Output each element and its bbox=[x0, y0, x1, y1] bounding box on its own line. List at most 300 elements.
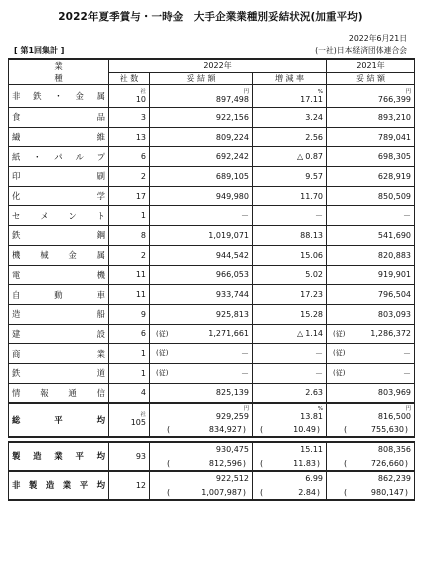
table-row bbox=[9, 324, 415, 344]
prev-amount-cell bbox=[327, 324, 415, 344]
count-cell bbox=[109, 206, 150, 226]
summary-rate-value: 13.81 bbox=[300, 411, 324, 421]
amount-value bbox=[153, 290, 249, 299]
prev-text: 789,041 bbox=[377, 132, 412, 142]
summary-row bbox=[9, 442, 415, 457]
amount-text: 949,980 bbox=[215, 191, 249, 201]
industry-cell: 商業 bbox=[9, 344, 109, 364]
paren-open: ( bbox=[260, 487, 264, 497]
rate-value bbox=[256, 113, 323, 122]
rate-text: 2.63 bbox=[305, 388, 324, 398]
prev-text: 1,286,372 bbox=[370, 329, 412, 339]
prev-value bbox=[330, 113, 411, 122]
rate-text: － bbox=[315, 349, 324, 359]
industry-cell: 化学 bbox=[9, 186, 109, 206]
summary-label-cell: 非製造業平均 bbox=[9, 471, 109, 500]
prev-amount-cell bbox=[327, 226, 415, 246]
rate-text: 17.11 bbox=[300, 94, 324, 104]
table-row bbox=[9, 85, 415, 108]
amount-text: 966,053 bbox=[215, 270, 249, 280]
table-row bbox=[9, 245, 415, 265]
prev-amount-cell bbox=[327, 206, 415, 226]
count-value: 17 bbox=[135, 191, 146, 201]
rate-value bbox=[256, 388, 323, 397]
amount-value bbox=[153, 210, 249, 221]
amount-text: － bbox=[241, 211, 249, 221]
prev-value bbox=[330, 329, 411, 338]
amount-value bbox=[153, 172, 249, 181]
paren-close: ) bbox=[242, 424, 246, 434]
summary-amount-paren-cell bbox=[150, 423, 253, 437]
summary-prev-paren-cell bbox=[327, 423, 415, 437]
document-title: 2022年夏季賞与・一時金 大手企業業種別妥結状況(加重平均) bbox=[58, 11, 363, 23]
prev-amount-cell bbox=[327, 363, 415, 383]
rate-cell bbox=[253, 147, 327, 167]
count-value: 6 bbox=[140, 329, 146, 339]
paren-text: 755,630 bbox=[370, 424, 405, 434]
summary-rate-paren-cell bbox=[253, 457, 327, 471]
industry-cell: 機械金属 bbox=[9, 245, 109, 265]
rate-text: 15.28 bbox=[300, 309, 324, 319]
paren-value bbox=[153, 459, 249, 468]
paren-value bbox=[330, 488, 411, 497]
industry-cell: 非鉄・金属 bbox=[9, 85, 109, 108]
rate-text: 1.14 bbox=[305, 329, 324, 339]
table-row bbox=[9, 186, 415, 206]
note-label: (従) bbox=[156, 349, 169, 358]
count-value: 13 bbox=[135, 132, 146, 142]
table-row bbox=[9, 304, 415, 324]
prev-amount-cell bbox=[327, 265, 415, 285]
year-current-header: 2022年 bbox=[109, 59, 327, 72]
count-value: 11 bbox=[135, 270, 146, 280]
paren-open: ( bbox=[260, 458, 264, 468]
prev-value bbox=[330, 348, 411, 359]
table-row bbox=[9, 167, 415, 187]
prev-amount-cell bbox=[327, 383, 415, 403]
summary-amount-cell bbox=[150, 442, 253, 457]
count-value: 9 bbox=[140, 309, 146, 319]
unit-label: 円 bbox=[405, 88, 412, 95]
amount-value bbox=[153, 95, 249, 104]
prev-amount-cell bbox=[327, 108, 415, 128]
summary-prev-cell bbox=[327, 403, 415, 423]
amount-text: 692,242 bbox=[215, 152, 249, 162]
prev-text: 803,969 bbox=[377, 388, 412, 398]
rate-text: 3.24 bbox=[305, 112, 324, 122]
count-cell bbox=[109, 108, 150, 128]
paren-text: 10.49 bbox=[293, 424, 317, 434]
summary-rate-cell bbox=[253, 442, 327, 457]
amount-cell bbox=[150, 108, 253, 128]
prev-text: － bbox=[403, 368, 412, 378]
amount-cell bbox=[150, 85, 253, 108]
summary-amount-cell bbox=[150, 403, 253, 423]
table-row bbox=[9, 147, 415, 167]
industry-header-bottom: 種 bbox=[9, 72, 109, 85]
prev-text: 698,305 bbox=[377, 152, 412, 162]
paren-open: ( bbox=[167, 487, 171, 497]
count-value: 4 bbox=[140, 388, 146, 398]
count-column-header: 社 数 bbox=[109, 72, 150, 85]
paren-close: ) bbox=[242, 487, 246, 497]
prev-value bbox=[330, 251, 411, 260]
paren-open: ( bbox=[167, 424, 171, 434]
rate-value bbox=[256, 210, 323, 221]
prev-amount-cell bbox=[327, 245, 415, 265]
summary-rate-paren-cell bbox=[253, 423, 327, 437]
prev-text: 893,210 bbox=[377, 112, 412, 122]
count-value: 10 bbox=[135, 94, 146, 104]
summary-count-cell bbox=[109, 471, 150, 500]
summary-count-cell bbox=[109, 403, 150, 437]
summary-label-cell: 製造業平均 bbox=[9, 442, 109, 471]
note-label: (従) bbox=[156, 368, 169, 377]
rate-value bbox=[256, 329, 323, 338]
prev-value bbox=[330, 290, 411, 299]
summary-row bbox=[9, 403, 415, 423]
count-cell bbox=[109, 186, 150, 206]
amount-cell bbox=[150, 363, 253, 383]
note-label: (従) bbox=[156, 330, 169, 339]
rate-value bbox=[256, 95, 323, 104]
decrease-mark: △ bbox=[297, 329, 304, 339]
amount-cell bbox=[150, 147, 253, 167]
summary-prev-cell bbox=[327, 471, 415, 486]
table-row bbox=[9, 265, 415, 285]
prev-text: － bbox=[403, 349, 412, 359]
amount-cell bbox=[150, 383, 253, 403]
rate-value bbox=[256, 133, 323, 142]
note-label: (従) bbox=[333, 368, 346, 377]
summary-amount-value: 922,512 bbox=[215, 474, 249, 484]
summary-rate-value: 15.11 bbox=[300, 445, 324, 455]
amount-cell bbox=[150, 127, 253, 147]
summary-amount-paren-cell bbox=[150, 486, 253, 500]
count-cell bbox=[109, 285, 150, 305]
industry-cell: 情報通信 bbox=[9, 383, 109, 403]
rate-text: 5.02 bbox=[305, 270, 324, 280]
paren-value bbox=[256, 459, 323, 468]
table-row bbox=[9, 108, 415, 128]
prev-text: 796,504 bbox=[377, 290, 412, 300]
prev-amount-cell bbox=[327, 304, 415, 324]
paren-close: ) bbox=[316, 458, 321, 468]
amount-value bbox=[153, 388, 249, 397]
rate-text: 15.06 bbox=[300, 250, 324, 260]
rate-text: 0.87 bbox=[305, 152, 324, 162]
amount-value bbox=[153, 310, 249, 319]
count-value: 8 bbox=[140, 230, 146, 240]
industry-cell: 電機 bbox=[9, 265, 109, 285]
rate-text: 9.57 bbox=[305, 171, 324, 181]
round-label: [ 第1回集計 ] bbox=[14, 46, 65, 55]
amount-cell bbox=[150, 206, 253, 226]
amount-value bbox=[153, 192, 249, 201]
amount-value bbox=[153, 152, 249, 161]
bonus-table bbox=[8, 58, 415, 501]
prev-value bbox=[330, 310, 411, 319]
amount-text: 897,498 bbox=[215, 94, 249, 104]
summary-amount-cell bbox=[150, 471, 253, 486]
paren-close: ) bbox=[404, 458, 409, 468]
amount-cell bbox=[150, 265, 253, 285]
summary-count-value: 105 bbox=[130, 418, 146, 428]
paren-text: 1,007,987 bbox=[201, 487, 242, 497]
summary-prev-value: 816,500 bbox=[377, 411, 412, 421]
table-row bbox=[9, 285, 415, 305]
rate-cell bbox=[253, 324, 327, 344]
summary-amount-value: 930,475 bbox=[215, 445, 249, 455]
rate-cell bbox=[253, 245, 327, 265]
paren-value bbox=[256, 488, 323, 497]
rate-value bbox=[256, 290, 323, 299]
rate-cell bbox=[253, 285, 327, 305]
rate-cell bbox=[253, 108, 327, 128]
prev-amount-column-header: 妥 結 額 bbox=[327, 72, 415, 85]
count-cell bbox=[109, 304, 150, 324]
prev-text: 919,901 bbox=[377, 270, 412, 280]
prev-value bbox=[330, 172, 411, 181]
prev-value bbox=[330, 152, 411, 161]
unit-label: 円 bbox=[243, 88, 249, 95]
amount-text: － bbox=[241, 349, 249, 359]
amount-cell bbox=[150, 344, 253, 364]
year-prev-header: 2021年 bbox=[327, 59, 415, 72]
prev-amount-cell bbox=[327, 85, 415, 108]
prev-value bbox=[330, 231, 411, 240]
table-row bbox=[9, 344, 415, 364]
summary-count-value: 93 bbox=[135, 451, 146, 461]
amount-value bbox=[153, 113, 249, 122]
summary-label-cell: 総平均 bbox=[9, 403, 109, 437]
table-row bbox=[9, 383, 415, 403]
paren-close: ) bbox=[404, 487, 409, 497]
prev-value bbox=[330, 133, 411, 142]
count-value: 2 bbox=[140, 250, 146, 260]
amount-text: － bbox=[241, 368, 249, 378]
amount-value bbox=[153, 348, 249, 359]
rate-cell bbox=[253, 186, 327, 206]
prev-value bbox=[330, 368, 411, 379]
amount-text: 825,139 bbox=[215, 388, 249, 398]
paren-value bbox=[153, 425, 249, 434]
rate-cell bbox=[253, 383, 327, 403]
prev-amount-cell bbox=[327, 344, 415, 364]
industry-cell: 鉄道 bbox=[9, 363, 109, 383]
summary-rate-cell bbox=[253, 471, 327, 486]
rate-value bbox=[256, 270, 323, 279]
rate-value bbox=[256, 192, 323, 201]
paren-open: ( bbox=[344, 487, 348, 497]
count-cell bbox=[109, 85, 150, 108]
summary-prev-paren-cell bbox=[327, 486, 415, 500]
rate-text: 2.56 bbox=[305, 132, 324, 142]
industry-cell: セメント bbox=[9, 206, 109, 226]
paren-text: 11.83 bbox=[293, 458, 317, 468]
amount-text: 922,156 bbox=[215, 112, 249, 122]
paren-text: 726,660 bbox=[370, 458, 405, 468]
summary-prev-value: 862,239 bbox=[377, 474, 412, 484]
rate-cell bbox=[253, 226, 327, 246]
count-value: 3 bbox=[140, 112, 146, 122]
prev-amount-cell bbox=[327, 186, 415, 206]
count-cell bbox=[109, 363, 150, 383]
publish-date: 2022年6月21日 bbox=[348, 34, 407, 43]
count-cell bbox=[109, 127, 150, 147]
paren-open: ( bbox=[167, 458, 171, 468]
prev-text: 820,883 bbox=[377, 250, 412, 260]
summary-amount-value: 929,259 bbox=[215, 411, 249, 421]
industry-cell: 紙・パルプ bbox=[9, 147, 109, 167]
summary-rate-paren-cell bbox=[253, 486, 327, 500]
unit-label: 円 bbox=[405, 405, 412, 412]
table-row bbox=[9, 206, 415, 226]
rate-cell bbox=[253, 363, 327, 383]
count-value: 1 bbox=[140, 349, 146, 359]
prev-text: 541,690 bbox=[377, 230, 412, 240]
prev-value bbox=[330, 95, 411, 104]
rate-value bbox=[256, 172, 323, 181]
rate-text: － bbox=[315, 368, 324, 378]
paren-text: 812,596 bbox=[208, 458, 242, 468]
rate-cell bbox=[253, 206, 327, 226]
amount-value bbox=[153, 133, 249, 142]
table-header-row-1 bbox=[9, 59, 415, 72]
amount-cell bbox=[150, 324, 253, 344]
paren-value bbox=[330, 459, 411, 468]
paren-close: ) bbox=[316, 487, 321, 497]
prev-text: 803,093 bbox=[377, 309, 412, 319]
paren-value bbox=[330, 425, 411, 434]
rate-cell bbox=[253, 127, 327, 147]
prev-value bbox=[330, 270, 411, 279]
decrease-mark: △ bbox=[297, 152, 304, 162]
count-cell bbox=[109, 265, 150, 285]
rate-value bbox=[256, 368, 323, 379]
rate-value bbox=[256, 152, 323, 161]
table-row bbox=[9, 127, 415, 147]
prev-amount-cell bbox=[327, 167, 415, 187]
paren-value bbox=[256, 425, 323, 434]
rate-value bbox=[256, 348, 323, 359]
paren-open: ( bbox=[344, 424, 348, 434]
count-cell bbox=[109, 226, 150, 246]
summary-rate-value: 6.99 bbox=[305, 474, 324, 484]
industry-cell: 印刷 bbox=[9, 167, 109, 187]
table-header-row-2 bbox=[9, 72, 415, 85]
summary-count-value: 12 bbox=[135, 480, 146, 490]
industry-cell: 鉄鋼 bbox=[9, 226, 109, 246]
amount-cell bbox=[150, 304, 253, 324]
count-value: 1 bbox=[140, 368, 146, 378]
note-label: (従) bbox=[333, 330, 346, 339]
count-value: 11 bbox=[135, 290, 146, 300]
prev-amount-cell bbox=[327, 127, 415, 147]
amount-text: 944,542 bbox=[215, 250, 249, 260]
paren-open: ( bbox=[344, 458, 348, 468]
paren-value bbox=[153, 488, 249, 497]
summary-prev-cell bbox=[327, 442, 415, 457]
paren-text: 2.84 bbox=[298, 487, 317, 497]
amount-cell bbox=[150, 226, 253, 246]
prev-value bbox=[330, 192, 411, 201]
industry-cell: 造船 bbox=[9, 304, 109, 324]
rate-cell bbox=[253, 85, 327, 108]
summary-prev-paren-cell bbox=[327, 457, 415, 471]
paren-close: ) bbox=[242, 458, 246, 468]
industry-cell: 自動車 bbox=[9, 285, 109, 305]
amount-text: 925,813 bbox=[215, 309, 249, 319]
paren-close: ) bbox=[404, 424, 409, 434]
amount-cell bbox=[150, 167, 253, 187]
count-cell bbox=[109, 344, 150, 364]
unit-label: % bbox=[317, 405, 324, 412]
industry-header-top: 業 bbox=[9, 59, 109, 72]
amount-text: 809,224 bbox=[215, 132, 249, 142]
amount-value bbox=[153, 329, 249, 338]
industry-cell: 建設 bbox=[9, 324, 109, 344]
amount-value bbox=[153, 231, 249, 240]
rate-text: － bbox=[315, 211, 324, 221]
organization-name: (一社)日本経済団体連合会 bbox=[315, 46, 407, 55]
industry-cell: 繊維 bbox=[9, 127, 109, 147]
amount-cell bbox=[150, 245, 253, 265]
summary-amount-paren-cell bbox=[150, 457, 253, 471]
amount-text: 689,105 bbox=[215, 171, 249, 181]
count-value: 2 bbox=[140, 171, 146, 181]
prev-amount-cell bbox=[327, 147, 415, 167]
unit-label: 社 bbox=[140, 88, 146, 95]
count-cell bbox=[109, 245, 150, 265]
amount-cell bbox=[150, 186, 253, 206]
rate-value bbox=[256, 231, 323, 240]
rate-column-header: 増 減 率 bbox=[253, 72, 327, 85]
rate-value bbox=[256, 251, 323, 260]
count-value: 1 bbox=[140, 211, 146, 221]
amount-text: 933,744 bbox=[215, 290, 249, 300]
amount-column-header: 妥 結 額 bbox=[150, 72, 253, 85]
summary-row bbox=[9, 471, 415, 486]
paren-text: 834,927 bbox=[208, 424, 242, 434]
industry-cell: 食品 bbox=[9, 108, 109, 128]
rate-cell bbox=[253, 304, 327, 324]
unit-label: 社 bbox=[140, 412, 146, 419]
unit-label: % bbox=[317, 88, 324, 95]
prev-text: 850,509 bbox=[377, 191, 412, 201]
prev-value bbox=[330, 210, 411, 221]
paren-close: ) bbox=[316, 424, 321, 434]
count-cell bbox=[109, 324, 150, 344]
amount-value bbox=[153, 251, 249, 260]
unit-label: 円 bbox=[243, 405, 249, 412]
summary-rate-cell bbox=[253, 403, 327, 423]
table-row bbox=[9, 226, 415, 246]
paren-text: 980,147 bbox=[370, 487, 405, 497]
amount-text: 1,019,071 bbox=[208, 230, 249, 240]
count-cell bbox=[109, 167, 150, 187]
paren-open: ( bbox=[260, 424, 264, 434]
count-cell bbox=[109, 383, 150, 403]
amount-text: 1,271,661 bbox=[208, 329, 249, 339]
summary-count-cell bbox=[109, 442, 150, 471]
table-row bbox=[9, 363, 415, 383]
amount-cell bbox=[150, 285, 253, 305]
prev-text: 766,399 bbox=[377, 94, 412, 104]
prev-amount-cell bbox=[327, 285, 415, 305]
rate-cell bbox=[253, 344, 327, 364]
rate-cell bbox=[253, 265, 327, 285]
